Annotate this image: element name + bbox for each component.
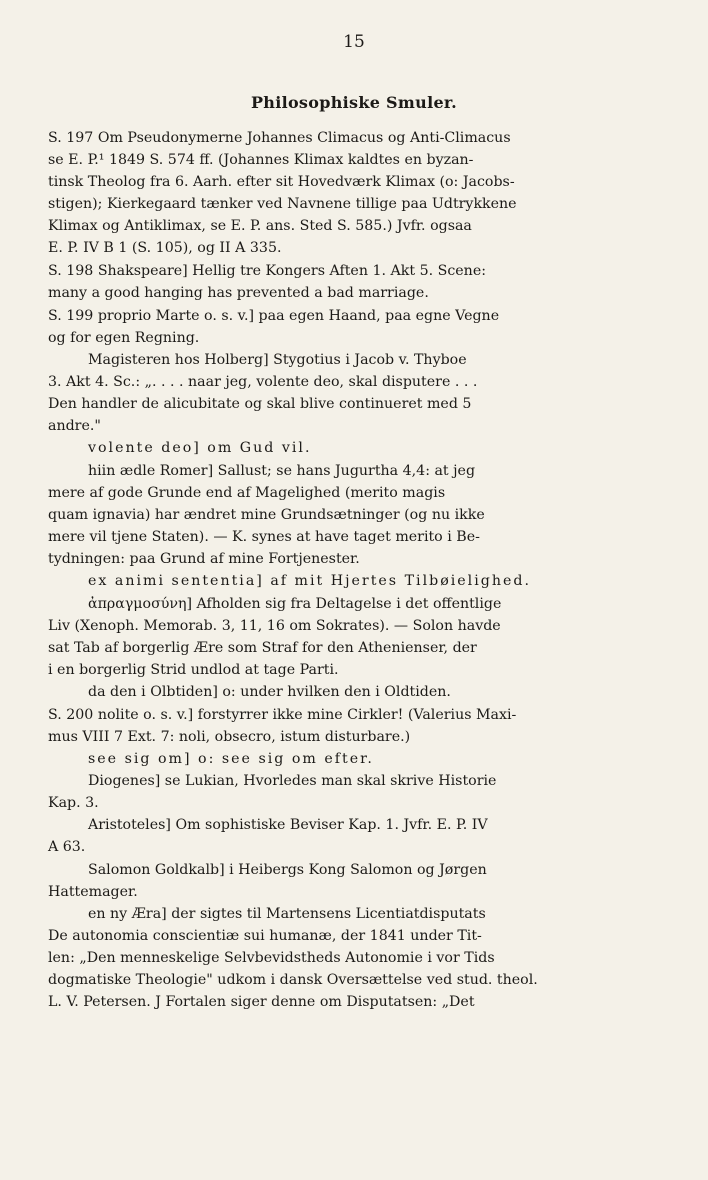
text-line: S. 199 proprio Marte o. s. v.] paa egen Haand, paa egne Vegne xyxy=(48,308,500,324)
text-line: De autonomia conscientiæ sui humanæ, der 1841 under Tit- xyxy=(48,928,482,944)
text-line: tydningen: paa Grund af mine Fortjenester. xyxy=(48,551,360,567)
text-line: Hattemager. xyxy=(48,884,138,900)
text-line: Salomon Goldkalb] i Heibergs Kong Salomon og Jørgen xyxy=(88,862,487,878)
text-line: many a good hanging has prevented a bad marriage. xyxy=(48,285,429,301)
text-line: Aristoteles] Om sophistiske Beviser Kap. 1. Jvfr. E. P. IV xyxy=(88,817,488,833)
text-line: quam ignavia) har ændret mine Grundsætninger (og nu ikke xyxy=(48,507,485,523)
text-line: Klimax og Antiklimax, se E. P. ans. Sted S. 585.) Jvfr. ogsaa xyxy=(48,218,472,234)
text-line: tinsk Theolog fra 6. Aarh. efter sit Hovedværk Klimax (o: Jacobs- xyxy=(48,174,515,190)
text-line: Diogenes] se Lukian, Hvorledes man skal skrive Historie xyxy=(88,773,497,789)
text-line: ἀπραγμοσύνη] Afholden sig fra Deltagelse i det offentlige xyxy=(88,596,502,612)
text-line: ex animi sententia] af mit Hjertes Tilbøielighed. xyxy=(88,573,531,589)
text-line: Liv (Xenoph. Memorab. 3, 11, 16 om Sokrates). — Solon havde xyxy=(48,618,501,634)
text-line: see sig om] o: see sig om efter. xyxy=(88,751,374,767)
text-line: stigen); Kierkegaard tænker ved Navnene tillige paa Udtrykkene xyxy=(48,196,517,212)
text-line: volente deo] om Gud vil. xyxy=(88,440,312,456)
text-line: mere vil tjene Staten). — K. synes at have taget merito i Be- xyxy=(48,529,480,545)
text-line: L. V. Petersen. J Fortalen siger denne om Disputatsen: „Det xyxy=(48,994,475,1010)
text-line: mere af gode Grunde end af Magelighed (merito magis xyxy=(48,485,446,501)
page-number: 15 xyxy=(343,32,365,52)
text-line: Den handler de alicubitate og skal blive continueret med 5 xyxy=(48,396,472,412)
text-line: Magisteren hos Holberg] Stygotius i Jacob v. Thyboe xyxy=(88,352,467,368)
text-line: en ny Æra] der sigtes til Martensens Licentiatdisputats xyxy=(88,906,486,922)
text-line: se E. P.¹ 1849 S. 574 ff. (Johannes Klimax kaldtes en byzan- xyxy=(48,152,474,168)
text-line: 3. Akt 4. Sc.: „. . . . naar jeg, volente deo, skal disputere . . . xyxy=(48,374,478,390)
text-line: mus VIII 7 Ext. 7: noli, obsecro, istum disturbare.) xyxy=(48,729,411,745)
text-line: S. 200 nolite o. s. v.] forstyrrer ikke mine Cirkler! (Valerius Maxi- xyxy=(48,707,517,723)
text-line: S. 198 Shakspeare] Hellig tre Kongers Aften 1. Akt 5. Scene: xyxy=(48,263,486,279)
text-line: og for egen Regning. xyxy=(48,330,200,346)
text-line: andre." xyxy=(48,418,101,434)
text-line: sat Tab af borgerlig Ære som Straf for den Athenienser, der xyxy=(48,640,477,656)
text-line: i en borgerlig Strid undlod at tage Parti. xyxy=(48,662,339,678)
text-line: E. P. IV B 1 (S. 105), og II A 335. xyxy=(48,240,282,256)
text-line: S. 197 Om Pseudonymerne Johannes Climacus og Anti-Climacus xyxy=(48,130,511,146)
text-line: dogmatiske Theologie" udkom i dansk Oversættelse ved stud. theol. xyxy=(48,972,538,988)
text-line: A 63. xyxy=(48,839,86,855)
text-line: da den i Olbtiden] o: under hvilken den i Oldtiden. xyxy=(88,684,451,700)
text-line: Kap. 3. xyxy=(48,795,99,811)
text-line: len: „Den menneskelige Selvbevidsthedѕ Autonomie i vor Tids xyxy=(48,950,495,966)
text-line: hiin ædle Romer] Sallust; se hans Jugurtha 4,4: at jeg xyxy=(88,463,476,479)
section-title: Philosophiske Smuler. xyxy=(250,93,458,112)
